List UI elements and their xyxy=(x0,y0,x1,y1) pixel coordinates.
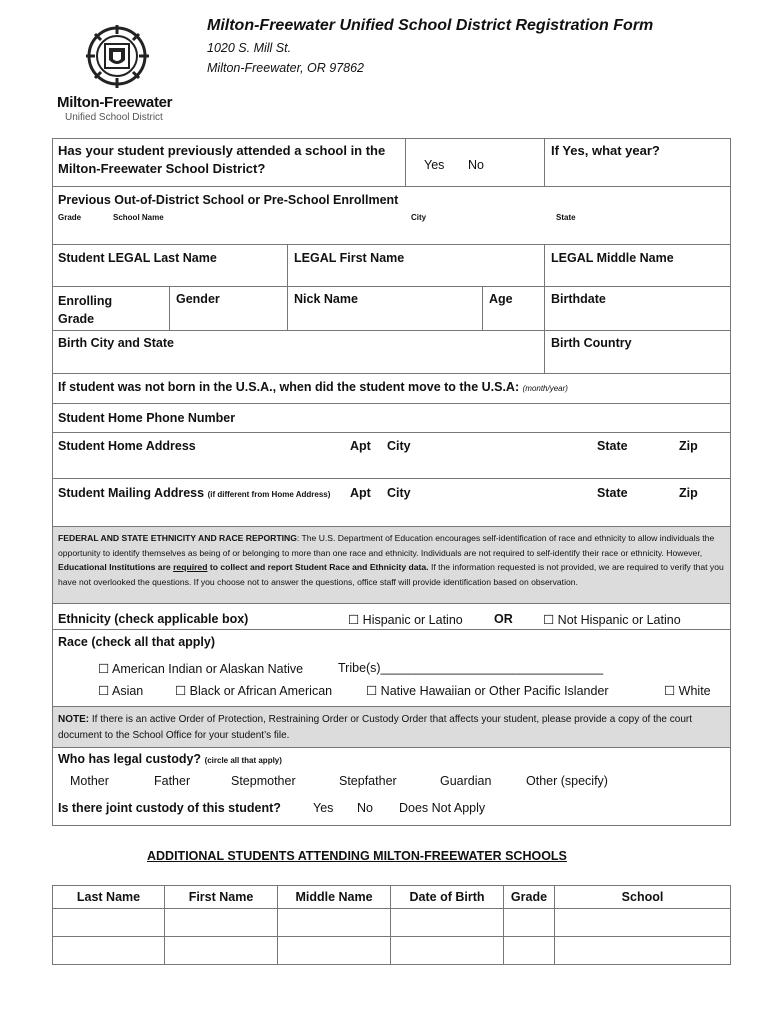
mailing-address-label xyxy=(58,486,330,500)
table-cell[interactable] xyxy=(53,909,165,937)
federal-bold-2: to collect and report Student Race and Ethnicity data. xyxy=(207,562,429,573)
table-cell[interactable] xyxy=(278,909,391,937)
table-cell[interactable] xyxy=(165,909,278,937)
home-state-label: State xyxy=(597,439,628,453)
table-cell[interactable] xyxy=(53,937,165,965)
additional-students-table xyxy=(52,885,731,965)
birth-city-state-label: Birth City and State xyxy=(58,336,174,350)
custody-guardian[interactable]: Guardian xyxy=(440,774,492,788)
federal-text-1: : The U.S. Department of Education encourages self-identification of race and ethnicity to allow individuals the opportunity to identify themselves as being of or belonging to more than one race and ethnicity. Individuals are not required to self-identify their race or ethnicity. However, xyxy=(58,533,715,558)
form-title: Milton-Freewater Unified School District Registration Form xyxy=(207,17,654,34)
federal-text-2: If the information requested is not provided, we are required to verify that you have not overlooked the questions. If you choose not to answer the questions, office staff will provide identification based on observation. xyxy=(58,562,724,587)
mailing-apt-label: Apt xyxy=(350,486,371,500)
asian-checkbox[interactable]: ☐ Asian xyxy=(98,684,144,698)
prev-attended-question: Has your student previously attended a school in the Milton-Freewater School District? xyxy=(58,143,386,176)
federal-reporting-notice xyxy=(53,527,730,603)
mailing-note: (if different from Home Address) xyxy=(207,490,331,499)
legal-first-name-label: LEGAL First Name xyxy=(294,251,405,265)
month-year-hint: (month/year) xyxy=(522,384,568,393)
table-cell[interactable] xyxy=(555,909,731,937)
enrolling-grade-label: Enrolling Grade xyxy=(58,294,113,326)
table-cell[interactable] xyxy=(504,909,555,937)
legal-middle-name-label: LEGAL Middle Name xyxy=(551,251,674,265)
table-cell[interactable] xyxy=(504,937,555,965)
nick-name-label: Nick Name xyxy=(294,292,358,306)
if-yes-year-label: If Yes, what year? xyxy=(551,143,660,158)
moved-to-usa-label xyxy=(58,380,568,394)
table-cell[interactable] xyxy=(555,937,731,965)
mailing-zip-label: Zip xyxy=(679,486,698,500)
col-school: School xyxy=(555,886,731,909)
note-label: NOTE: xyxy=(58,714,90,725)
logo-subtitle: Unified School District xyxy=(65,112,163,123)
joint-custody-yes[interactable]: Yes xyxy=(313,801,334,815)
note-text: If there is an active Order of Protection, Restraining Order or Custody Order that affects your student, please provide a copy of the court document to the School Office for your student’s file. xyxy=(58,714,693,741)
hawaiian-checkbox[interactable]: ☐ Native Hawaiian or Other Pacific Islander xyxy=(366,684,609,698)
mailing-address-text: Student Mailing Address xyxy=(58,486,205,500)
mailing-city-label: City xyxy=(387,486,411,500)
moved-to-usa-text: If student was not born in the U.S.A., when did the student move to the U.S.A: xyxy=(58,380,520,394)
district-seal-icon xyxy=(55,22,180,92)
table-header-row xyxy=(53,886,731,909)
table-row xyxy=(53,909,731,937)
state-small-label: State xyxy=(556,213,576,222)
federal-required: required xyxy=(173,562,208,573)
col-first-name: First Name xyxy=(165,886,278,909)
custody-other[interactable]: Other (specify) xyxy=(526,774,608,788)
additional-students-heading: ADDITIONAL STUDENTS ATTENDING MILTON-FREEWATER SCHOOLS xyxy=(147,849,567,863)
custody-stepmother[interactable]: Stepmother xyxy=(231,774,296,788)
birth-country-label: Birth Country xyxy=(551,336,632,350)
col-date-of-birth: Date of Birth xyxy=(391,886,504,909)
table-cell[interactable] xyxy=(278,937,391,965)
joint-custody-label: Is there joint custody of this student? xyxy=(58,801,281,815)
american-indian-checkbox[interactable]: ☐ American Indian or Alaskan Native xyxy=(98,662,304,676)
federal-bold: Educational Institutions are xyxy=(58,562,174,573)
home-apt-label: Apt xyxy=(350,439,371,453)
table-cell[interactable] xyxy=(165,937,278,965)
birthdate-label: Birthdate xyxy=(551,292,606,306)
address-line-1: 1020 S. Mill St. xyxy=(207,41,292,55)
federal-heading: FEDERAL AND STATE ETHNICITY AND RACE REPORTING xyxy=(58,533,297,543)
hispanic-checkbox[interactable]: ☐ Hispanic or Latino xyxy=(348,613,463,627)
table-cell[interactable] xyxy=(391,909,504,937)
home-address-label: Student Home Address xyxy=(58,439,196,453)
age-label: Age xyxy=(489,292,513,306)
address-line-2: Milton-Freewater, OR 97862 xyxy=(207,61,365,75)
prev-enrollment-field[interactable] xyxy=(53,225,730,244)
logo-name: Milton-Freewater xyxy=(57,94,173,111)
grade-small-label: Grade xyxy=(58,213,82,222)
home-phone-label: Student Home Phone Number xyxy=(58,411,236,425)
prev-enrollment-label: Previous Out-of-District School or Pre-School Enrollment xyxy=(58,193,399,207)
circle-all-hint: (circle all that apply) xyxy=(204,756,282,765)
joint-custody-no[interactable]: No xyxy=(357,801,373,815)
prev-attended-yes[interactable]: Yes xyxy=(424,158,445,172)
joint-custody-na[interactable]: Does Not Apply xyxy=(399,801,486,815)
ethnicity-label: Ethnicity (check applicable box) xyxy=(58,612,249,626)
home-zip-label: Zip xyxy=(679,439,698,453)
custody-stepfather[interactable]: Stepfather xyxy=(339,774,397,788)
mailing-state-label: State xyxy=(597,486,628,500)
home-city-label: City xyxy=(387,439,411,453)
ethnicity-or: OR xyxy=(494,612,513,626)
table-cell[interactable] xyxy=(391,937,504,965)
col-grade: Grade xyxy=(504,886,555,909)
col-last-name: Last Name xyxy=(53,886,165,909)
table-row xyxy=(53,937,731,965)
district-logo xyxy=(55,22,180,127)
custody-father[interactable]: Father xyxy=(154,774,191,788)
legal-last-name-label: Student LEGAL Last Name xyxy=(58,251,217,265)
black-checkbox[interactable]: ☐ Black or African American xyxy=(175,684,333,698)
prev-attended-no[interactable]: No xyxy=(468,158,484,172)
gender-label: Gender xyxy=(176,292,220,306)
custody-order-note xyxy=(53,707,730,747)
custody-mother[interactable]: Mother xyxy=(70,774,109,788)
city-small-label: City xyxy=(411,213,427,222)
legal-custody-label xyxy=(58,752,282,766)
not-hispanic-checkbox[interactable]: ☐ Not Hispanic or Latino xyxy=(543,613,681,627)
legal-custody-text: Who has legal custody? xyxy=(58,752,202,766)
col-middle-name: Middle Name xyxy=(278,886,391,909)
school-name-small-label: School Name xyxy=(113,213,164,222)
white-checkbox[interactable]: ☐ White xyxy=(664,684,711,698)
if-yes-year-field[interactable] xyxy=(545,160,730,186)
tribe-field[interactable]: Tribe(s)________________________________ xyxy=(338,661,604,675)
race-label: Race (check all that apply) xyxy=(58,635,216,649)
